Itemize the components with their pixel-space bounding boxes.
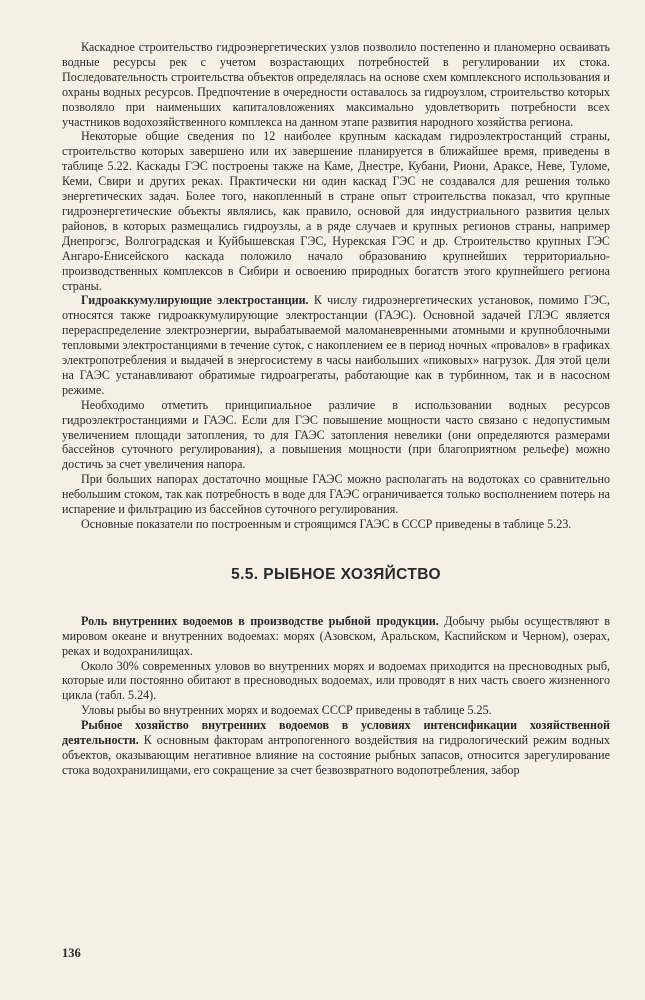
- paragraph-anthropogenic-impact: [62, 718, 610, 778]
- paragraph-text: Необходимо отметить принципиальное различие в использовании водных ресурсов гидроэлектростанциями и ГАЭС. Если для ГЭС повышение мощности часто связано с недопустимым увеличением площади затопления, то для ГАЭС затопления невелики (они определяются размерами бассейнов суточного регулирования), а повышения мощности (при благоприятном рельефе) можно достичь за счет увеличения напора.: [62, 397, 610, 472]
- page-body: [62, 40, 610, 778]
- paragraph-pumped-storage: [62, 293, 610, 397]
- paragraph-text: Каскадное строительство гидроэнергетических узлов позволило постепенно и планомерно осваивать водные ресурсы рек с учетом возрастающих потребностей в регулировании их стока. Последовательность строительства объектов определялась на основе схем комплексного использования и охраны водных ресурсов. Предпочтение в очередности оставалось за гидроузлом, строительство которых позволяло при наименьших капиталовложениях максимально удовлетворить потребности всех участников водохозяйственного комплекса на данном этапе развития народного хозяйства региона.: [62, 40, 610, 129]
- paragraph-lead-heading: Рыбное хозяйство внутренних водоемов в условиях интенсификации хозяйственной деятельности.: [62, 718, 610, 748]
- paragraph-text: Некоторые общие сведения по 12 наиболее крупным каскадам гидроэлектростанций страны, строительство которых завершено или их завершение планируется в ближайшее время, приведены в таблице 5.22. Каскады ГЭС построены также на Каме, Днестре, Кубани, Риони, Араксе, Неве, Туломе, Кеми, Свири и других реках. Практически ни один каскад ГЭС не создавался для решения только энергетических задач. Более того, накопленный в стране опыт строительства показал, что крупные гидроэнергетические объекты являлись, как правило, основой для индустриального развития целых районов, в которых размещались гидроузлы, а в ряде случаев и крупных регионов страны, например Днепрогэс, Волгоградская и Куйбышевская ГЭС, Нурекская ГЭС и др. Строительство крупных ГЭС Ангаро-Енисейского каскада положило начало образованию крупнейших территориально-производственных комплексов в Сибири и освоению природных богатств этого крупнейшего региона страны.: [62, 129, 610, 293]
- paragraph-freshwater-catch: [62, 659, 610, 704]
- paragraph-water-use-difference: [62, 398, 610, 473]
- paragraph-inland-fishing-role: [62, 614, 610, 659]
- paragraph-text: Основные показатели по построенным и строящимся ГАЭС в СССР приведены в таблице 5.23.: [81, 517, 572, 531]
- paragraph-lead-heading: Гидроаккумулирующие электростанции.: [81, 293, 309, 308]
- paragraph-table-reference: [62, 517, 610, 532]
- paragraph-cascades-overview: [62, 129, 610, 293]
- paragraph-text: Уловы рыбы во внутренних морях и водоемах СССР приведены в таблице 5.25.: [81, 703, 492, 718]
- paragraph-cascade-construction: [62, 40, 610, 129]
- paragraph-catch-table-reference: [62, 703, 610, 718]
- paragraph-text: Добычу рыбы осуществляют в мировом океане и внутренних водоемах: морях (Азовском, Аральском, Каспийском и Черном), озерах, реках и водохранилищах.: [62, 613, 610, 658]
- paragraph-text: При больших напорах достаточно мощные ГАЭС можно располагать на водотоках со сравнительно небольшим стоком, так как потребность в воде для ГАЭС ограничивается только восполнением потерь на испарение и фильтрацию из бассейнов суточного регулирования.: [62, 472, 610, 517]
- page-number: 136: [62, 946, 81, 960]
- paragraph-text: К основным факторам антропогенного воздействия на гидрологический режим водных объектов, оказывающим негативное влияние на состояние рыбных запасов, относится зарегулирование стока водохранилищами, его сокращение за счет безвозвратного водопотребления, забор: [62, 733, 610, 777]
- paragraph-lead-heading: Роль внутренних водоемов в производстве рыбной продукции.: [81, 613, 439, 628]
- section-title: 5.5. РЫБНОЕ ХОЗЯЙСТВО: [231, 565, 441, 583]
- paragraph-text: Около 30% современных уловов во внутренних морях и водоемах приходится на пресноводных рыб, которые или постоянно обитают в пресноводных водоемах, или проводят в них часть своего жизненного цикла (табл. 5.24).: [62, 658, 610, 703]
- paragraph-high-head: [62, 472, 610, 517]
- paragraph-text: К числу гидроэнергетических установок, помимо ГЭС, относятся также гидроаккумулирующие электростанции (ГАЭС). Основной задачей ГЛЭС является перераспределение электроэнергии, вырабатываемой маломаневренными атомными и крупноблочными тепловыми электростанциями в течение суток, с накоплением ее в период ночных «провалов» в графиках электропотребления и выдачей в энергосистему в часы наибольших «пиковых» нагрузок. Для этой цели на ГАЭС устанавливают обратимые гидроагрегаты, работающие как в турбинном, так и в насосном режиме.: [62, 293, 610, 397]
